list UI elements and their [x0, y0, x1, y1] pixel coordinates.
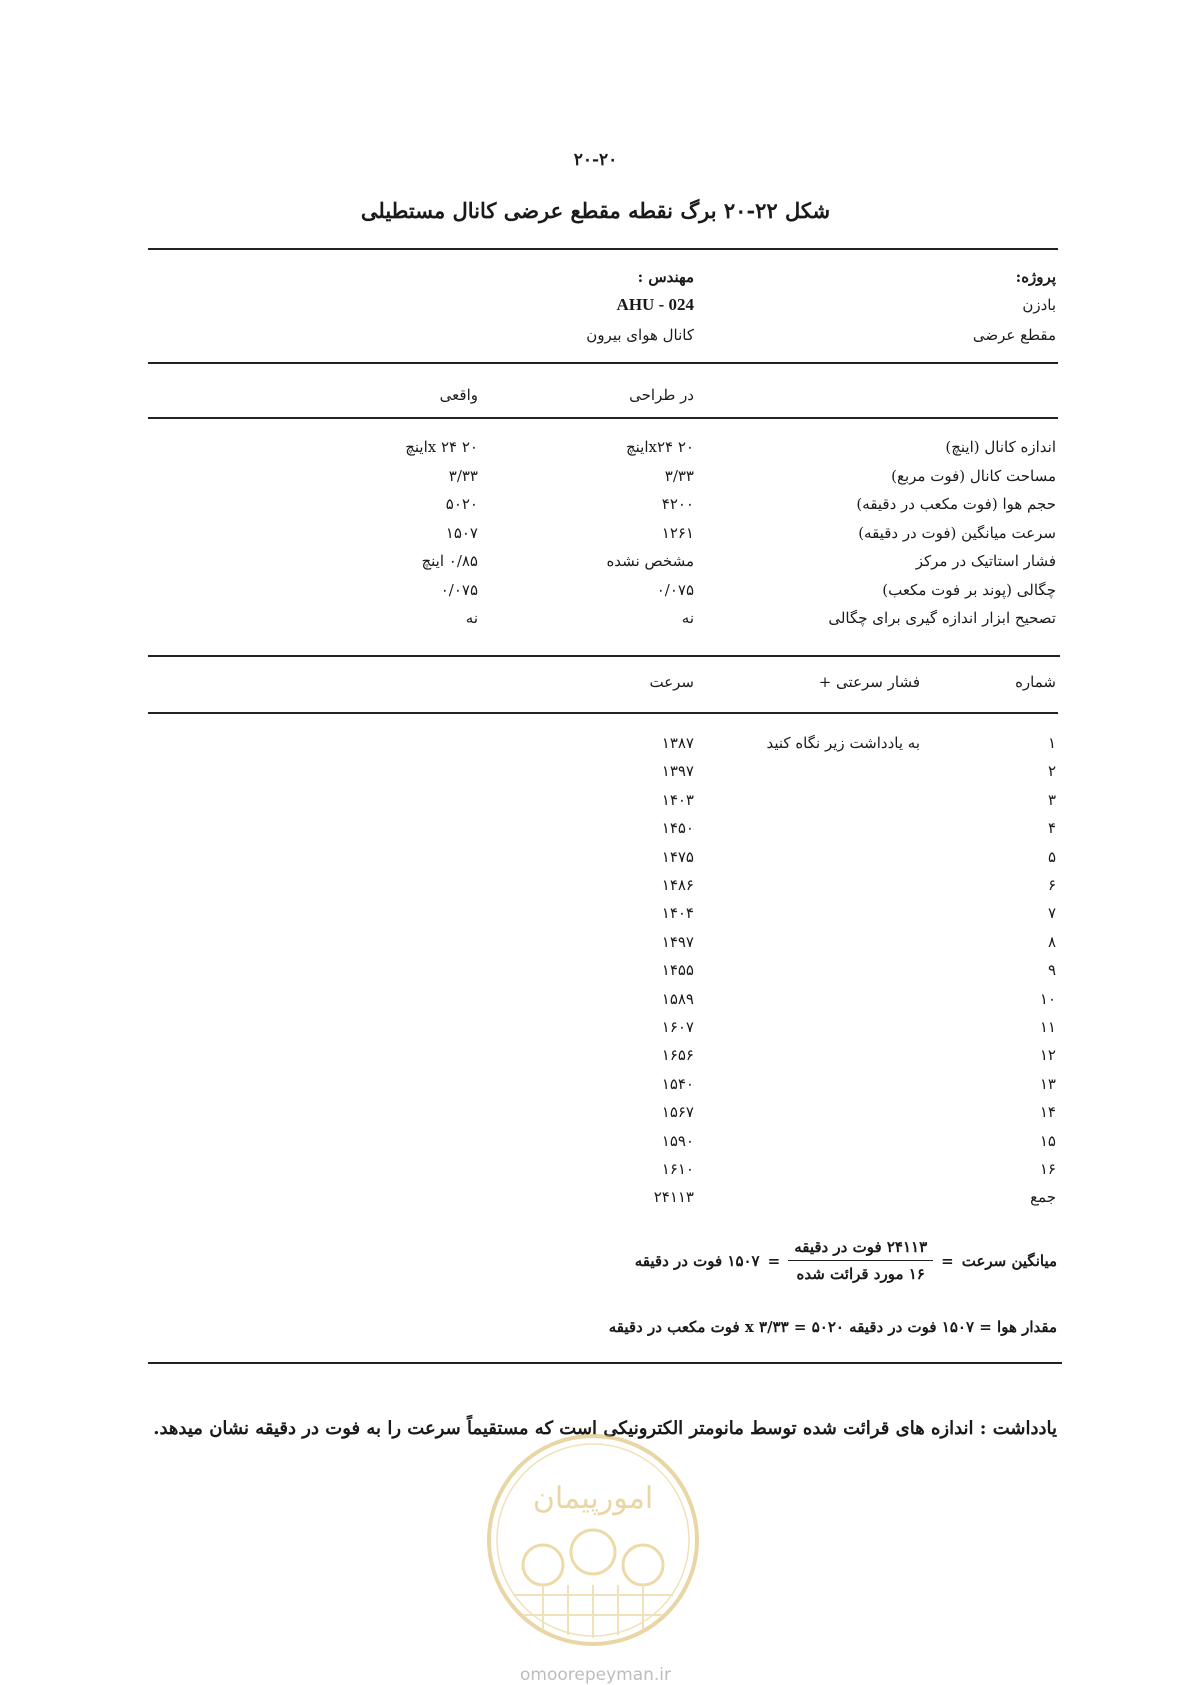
- reading-number: ۱۶: [1039, 1160, 1056, 1178]
- table-row: [0, 1132, 1191, 1158]
- spec-label: سرعت میانگین (فوت در دقیقه): [858, 523, 1056, 542]
- table-row: [0, 961, 1191, 987]
- table-row: [0, 1103, 1191, 1129]
- spec-actual-value: ۰/۰۷۵: [440, 580, 478, 599]
- reading-velocity-pressure: به یادداشت زیر نگاه کنید: [766, 734, 920, 752]
- spec-actual-value: ۱۵۰۷: [445, 523, 478, 542]
- spec-design-value: ۰/۰۷۵: [656, 580, 694, 599]
- spec-design-value: نه: [681, 609, 694, 627]
- reading-number: ۱۴: [1039, 1103, 1056, 1122]
- table-row: [0, 1046, 1191, 1072]
- spec-label: اندازه کانال (اینچ): [945, 438, 1056, 456]
- reading-velocity: ۱۶۰۷: [661, 1018, 694, 1036]
- formula-result: ۱۵۰۷ فوت در دقیقه: [634, 1251, 760, 1270]
- table-row: [0, 1075, 1191, 1101]
- note: یادداشت : اندازه های قرائت شده توسط مانومتر الکترونیکی است که مستقیماً سرعت را به فوت در دقیقه نشان میدهد.: [153, 1418, 1057, 1439]
- spec-actual-value: ۰/۸۵ اینچ: [421, 552, 478, 570]
- table-row: [0, 1188, 1191, 1214]
- reading-velocity: ۱۳۹۷: [661, 762, 694, 781]
- reading-velocity: ۱۵۹۰: [661, 1131, 694, 1150]
- duct-value: کانال هوای بیرون: [586, 326, 694, 344]
- reading-number: ۵: [1047, 847, 1056, 866]
- reading-number: ۸: [1047, 932, 1056, 951]
- spec-row: [0, 581, 1191, 607]
- spec-row: [0, 552, 1191, 578]
- fan-label: بادزن: [1022, 296, 1056, 314]
- reading-number: ۲: [1047, 762, 1056, 781]
- reading-number: ۴: [1047, 819, 1056, 838]
- reading-velocity: ۱۳۸۷: [661, 734, 694, 752]
- reading-velocity: ۱۶۵۶: [661, 1046, 694, 1065]
- reading-velocity: ۲۴۱۱۳: [653, 1188, 694, 1207]
- page-title: شکل ۲۲-۲۰ برگ نقطه مقطع عرضی کانال مستطیلی: [360, 198, 831, 223]
- spec-design-value: ۴۲۰۰: [661, 495, 694, 513]
- spec-label: حجم هوا (فوت مکعب در دقیقه): [856, 495, 1056, 513]
- spec-design-value: ۲۰ x۲۴اینچ: [625, 438, 694, 456]
- design-column-header: در طراحی: [629, 386, 694, 404]
- reading-number: جمع: [1030, 1188, 1056, 1207]
- formula-fraction: [788, 1238, 933, 1283]
- spec-label: تصحیح ابزار اندازه گیری برای چگالی: [828, 609, 1056, 627]
- unit-value: AHU - 024: [616, 295, 694, 314]
- reading-number: ۱۲: [1039, 1046, 1056, 1065]
- divider: [148, 655, 1060, 657]
- reading-velocity: ۱۴۸۶: [661, 876, 694, 894]
- reading-number: ۷: [1047, 904, 1056, 923]
- engineer-label: مهندس :: [637, 268, 694, 286]
- formula-numerator: ۲۴۱۱۳ فوت در دقیقه: [788, 1238, 933, 1261]
- table-row: [0, 876, 1191, 902]
- reading-velocity: ۱۴۵۵: [661, 961, 694, 980]
- reading-velocity: ۱۴۷۵: [661, 847, 694, 866]
- formula-equals: =: [941, 1251, 954, 1270]
- reading-number: ۱۰: [1039, 989, 1056, 1008]
- reading-number: ۳: [1047, 790, 1056, 809]
- table-row: [0, 791, 1191, 817]
- table-row: [0, 1160, 1191, 1186]
- reading-number: ۱۵: [1039, 1131, 1056, 1150]
- table-row: [0, 1018, 1191, 1044]
- formula-equals-result: =: [767, 1251, 781, 1270]
- table-row: [0, 762, 1191, 788]
- formula-label: میانگین سرعت: [961, 1251, 1057, 1270]
- spec-row: [0, 609, 1191, 635]
- divider: [148, 417, 1058, 419]
- velocity-column-header: سرعت: [649, 673, 694, 691]
- airflow-calculation: مقدار هوا = ۱۵۰۷ فوت در دقیقه x ۳/۳۳ = ۵۰۲۰ فوت مکعب در دقیقه: [608, 1318, 1057, 1336]
- reading-velocity: ۱۶۱۰: [661, 1160, 694, 1178]
- formula-denominator: ۱۶ مورد قرائت شده: [796, 1265, 925, 1283]
- average-velocity-formula: [635, 1238, 1057, 1283]
- table-row: [0, 904, 1191, 930]
- reading-velocity: ۱۴۰۴: [661, 904, 694, 923]
- actual-column-header: واقعی: [439, 386, 478, 404]
- spec-label: فشار استاتیک در مرکز: [915, 552, 1056, 570]
- spec-actual-value: نه: [465, 609, 478, 627]
- table-row: [0, 819, 1191, 845]
- spec-design-value: مشخص نشده: [606, 552, 694, 570]
- reading-number: ۶: [1047, 876, 1056, 894]
- table-row: [0, 990, 1191, 1016]
- reading-velocity: ۱۵۶۷: [661, 1103, 694, 1122]
- reading-number: ۹: [1047, 961, 1056, 980]
- spec-design-value: ۱۲۶۱: [661, 523, 694, 542]
- table-row: [0, 734, 1191, 760]
- table-row: [0, 933, 1191, 959]
- divider: [148, 712, 1058, 714]
- reading-velocity: ۱۴۰۳: [661, 790, 694, 809]
- velocity-pressure-column-header: فشار سرعتی +: [818, 673, 920, 691]
- spec-actual-value: ۳/۳۳: [448, 466, 478, 485]
- watermark-logo-text: امورپیمان: [532, 1481, 654, 1516]
- watermark-logo-icon: [483, 1430, 703, 1650]
- watermark-url: omoorepeyman.ir: [519, 1665, 672, 1685]
- reading-velocity: ۱۵۸۹: [661, 989, 694, 1008]
- reading-number: ۱۳: [1039, 1074, 1056, 1093]
- spec-label: مساحت کانال (فوت مربع): [891, 466, 1056, 485]
- spec-row: [0, 438, 1191, 464]
- spec-row: [0, 467, 1191, 493]
- spec-actual-value: ۵۰۲۰: [445, 495, 478, 513]
- divider: [148, 1362, 1062, 1364]
- divider: [148, 248, 1058, 250]
- reading-velocity: ۱۴۹۷: [661, 932, 694, 951]
- table-row: [0, 848, 1191, 874]
- reading-number: ۱: [1047, 734, 1056, 752]
- reading-number: ۱۱: [1039, 1018, 1056, 1036]
- reading-velocity: ۱۴۵۰: [661, 819, 694, 838]
- section-label: مقطع عرضی: [972, 326, 1056, 344]
- spec-row: [0, 495, 1191, 521]
- spec-row: [0, 524, 1191, 550]
- page-number: ۲۰-۲۰: [573, 150, 618, 170]
- spec-design-value: ۳/۳۳: [664, 466, 694, 485]
- number-column-header: شماره: [1015, 673, 1056, 691]
- project-label: پروژه:: [1015, 268, 1056, 286]
- divider: [148, 362, 1058, 364]
- spec-actual-value: ۲۰ x ۲۴اینچ: [405, 438, 478, 456]
- spec-label: چگالی (پوند بر فوت مکعب): [882, 580, 1056, 599]
- reading-velocity: ۱۵۴۰: [661, 1074, 694, 1093]
